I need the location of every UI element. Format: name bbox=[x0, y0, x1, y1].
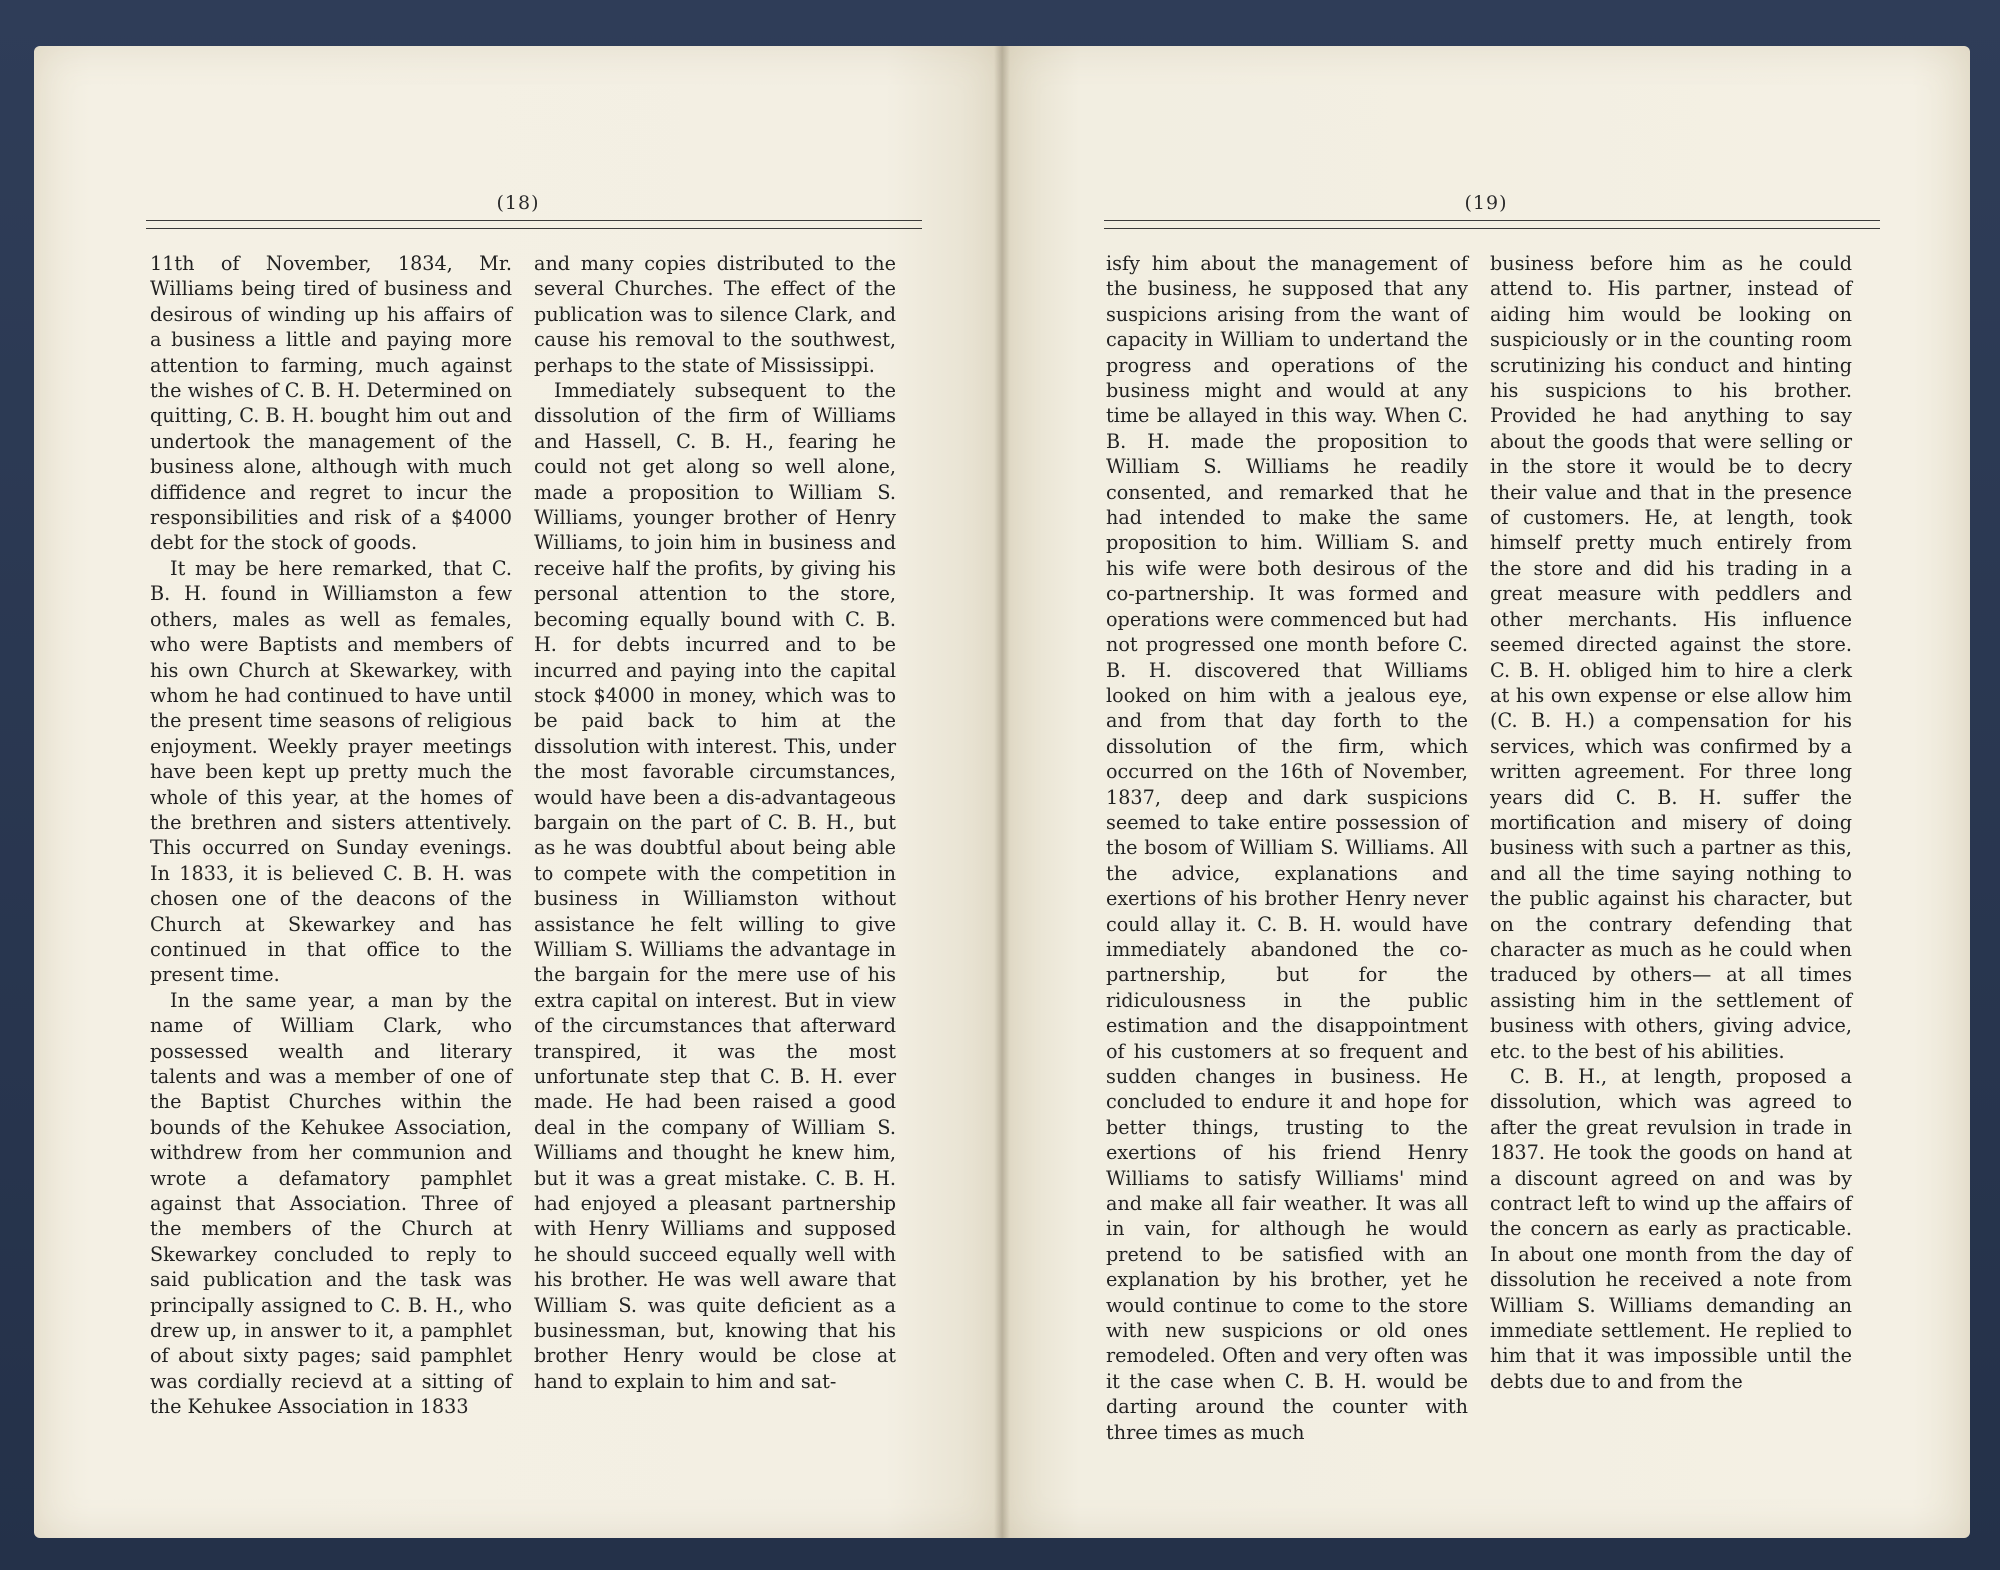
paragraph: business before him as he could attend to. His partner, instead of aiding him would be looking on suspiciously or in the counting room scrutinizing his conduct and hinting his suspicions to his brother. Provided he had anything to say about the goods that were selling or in the store it would be to decry their value and that in the presence of customers. He, at length, took himself pretty much entirely from the store and did his trading in a great measure with peddlers and other merchants. His influence seemed directed against the store. C. B. H. obliged him to hire a clerk at his own expense or else allow him (C. B. H.) a compensation for his services, which was confirmed by a written agreement. For three long years did C. B. H. suffer the mortification and misery of doing business with such a partner as this, and all the time saying nothing to the public against his character, but on the contrary defending that character as much as he could when traduced by others— at all times assisting him in the settlement of business with others, giving advice, etc. to the best of his abilities. bbox=[1490, 252, 1852, 1063]
paragraph: and many copies distributed to the several Churches. The effect of the publication was to silence Clark, and cause his removal to the southwest, perhaps to the state of Mississippi. bbox=[534, 252, 896, 377]
header-rule bbox=[1104, 220, 1880, 229]
left-page bbox=[34, 46, 1002, 1538]
page-number: (18) bbox=[496, 192, 540, 214]
paragraph: C. B. H., at length, proposed a dissolution, which was agreed to after the great revulsion in trade in 1837. He took the goods on hand at a discount agreed on and was by contract left to wind up the affairs of the concern as early as practicable. In about one month from the day of dissolution he received a note from William S. Williams demanding an immediate settlement. He replied to him that it was impossible until the debts due to and from the bbox=[1490, 1065, 1852, 1393]
text-column-right bbox=[1490, 251, 1852, 1394]
text-column-right bbox=[534, 251, 896, 1394]
page-number: (19) bbox=[1464, 192, 1508, 214]
text-column-left bbox=[150, 251, 512, 1420]
paragraph: In the same year, a man by the name of William Clark, who possessed wealth and literary talents and was a member of one of the Baptist Churches within the bounds of the Kehukee Association, withdrew from her communion and wrote a defamatory pamphlet against that Association. Three of the members of the Church at Skewarkey concluded to reply to said publication and the task was principally assigned to C. B. H., who drew up, in answer to it, a pamphlet of about sixty pages; said pamphlet was cordially recievd at a sitting of the Kehukee Association in 1833 bbox=[150, 988, 512, 1419]
header-rule bbox=[146, 220, 922, 229]
text-column-left bbox=[1106, 251, 1468, 1445]
paragraph: It may be here remarked, that C. B. H. found in Williamston a few others, males as well as females, who were Baptists and members of his own Church at Skewarkey, with whom he had continued to have until the present time seasons of religious enjoyment. Weekly prayer meetings have been kept up pretty much the whole of this year, at the homes of the brethren and sisters attentively. This occurred on Sunday evenings. In 1833, it is believed C. B. H. was chosen one of the deacons of the Church at Skewarkey and has continued in that office to the present time. bbox=[150, 556, 512, 987]
right-page bbox=[1002, 46, 1970, 1538]
paragraph: isfy him about the management of the business, he supposed that any suspicions arising from the want of capacity in William to undertand the progress and operations of the business might and would at any time be allayed in this way. When C. B. H. made the proposition to William S. Williams he readily consented, and remarked that he had intended to make the same proposition to him. William S. and his wife were both desirous of the co-partnership. It was formed and operations were commenced but had not progressed one month before C. B. H. discovered that Williams looked on him with a jealous eye, and from that day forth to the dissolution of the firm, which occurred on the 16th of November, 1837, deep and dark suspicions seemed to take entire possession of the bosom of William S. Williams. All the advice, explanations and exertions of his brother Henry never could allay it. C. B. H. would have immediately abandoned the co-partnership, but for the ridiculousness in the public estimation and the disappointment of his customers at so frequent and sudden changes in business. He concluded to endure it and hope for better things, trusting to the exertions of his friend Henry Williams to satisfy Williams' mind and make all fair weather. It was all in vain, for although he would pretend to be satisfied with an explanation by his brother, yet he would continue to come to the store with new suspicions or old ones remodeled. Often and very often was it the case when C. B. H. would be darting around the counter with three times as much bbox=[1106, 252, 1468, 1444]
paragraph: 11th of November, 1834, Mr. Williams being tired of business and desirous of winding up his affairs of a business a little and paying more attention to farming, much against the wishes of C. B. H. Determined on quitting, C. B. H. bought him out and undertook the management of the business alone, although with much diffidence and regret to incur the responsibilities and risk of a $4000 debt for the stock of goods. bbox=[150, 252, 512, 555]
paragraph: Immediately subsequent to the dissolution of the firm of Williams and Hassell, C. B. H., fearing he could not get along so well alone, made a proposition to William S. Williams, younger brother of Henry Williams, to join him in business and receive half the profits, by giving his personal attention to the store, becoming equally bound with C. B. H. for debts incurred and to be incurred and paying into the capital stock $4000 in money, which was to be paid back to him at the dissolution with interest. This, under the most favorable circumstances, would have been a dis-advantageous bargain on the part of C. B. H., but as he was doubtful about being able to compete with the competition in business in Williamston without assistance he felt willing to give William S. Williams the advantage in the bargain for the mere use of his extra capital on interest. But in view of the circumstances that afterward transpired, it was the most unfortunate step that C. B. H. ever made. He had been raised a good deal in the company of William S. Williams and thought he knew him, but it was a great mistake. C. B. H. had enjoyed a pleasant partnership with Henry Williams and supposed he should succeed equally well with his brother. He was well aware that William S. was quite deficient as a businessman, but, knowing that his brother Henry would be close at hand to explain to him and sat- bbox=[534, 379, 896, 1393]
book-gutter bbox=[994, 46, 1010, 1538]
